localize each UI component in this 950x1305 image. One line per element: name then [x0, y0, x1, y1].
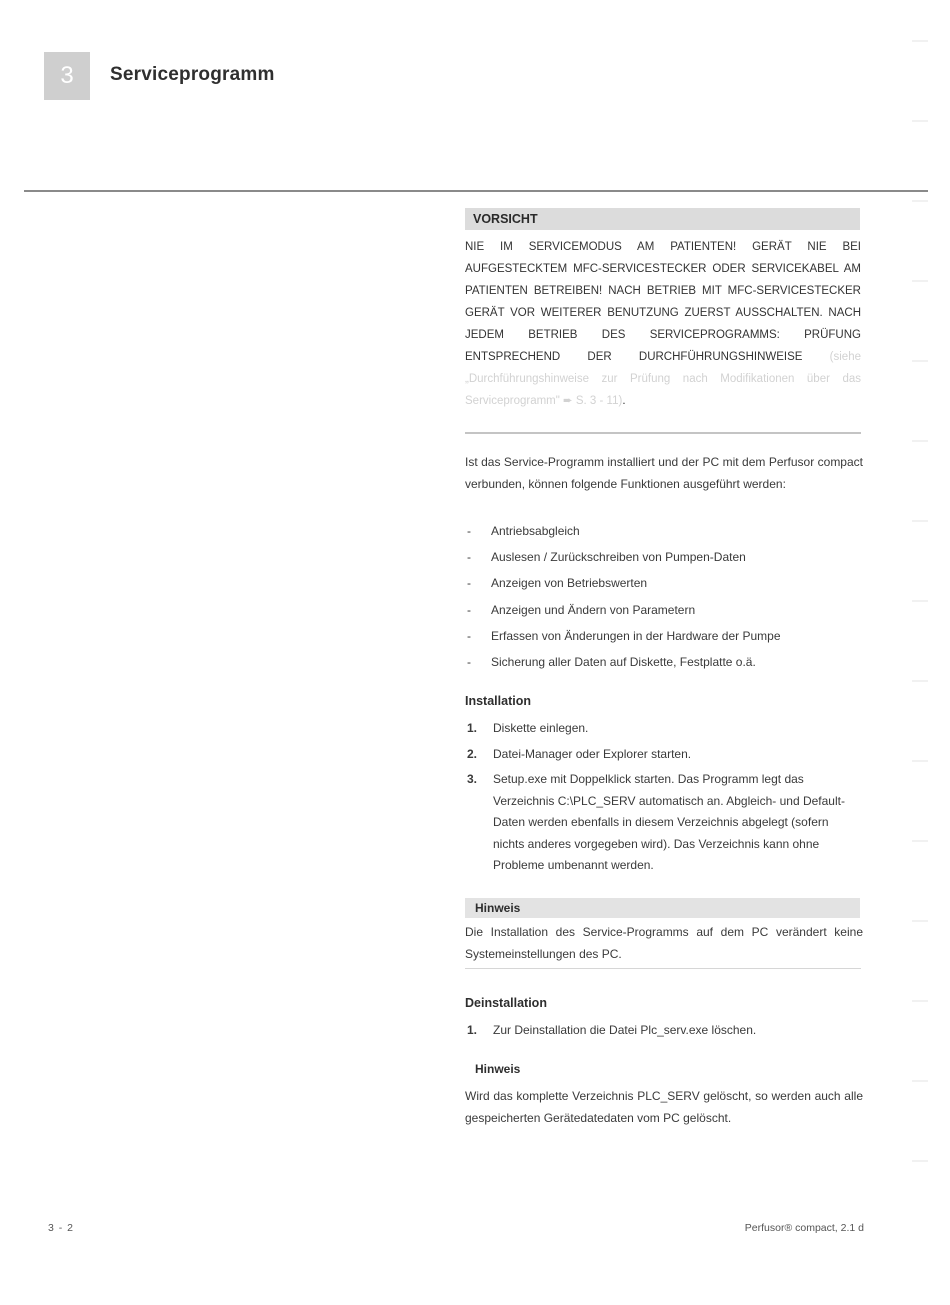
step-number: 1.: [467, 1023, 478, 1037]
chapter-number-box: 3: [44, 52, 90, 100]
list-item: [465, 520, 863, 546]
bullet-dash: -: [467, 654, 471, 669]
bullet-dash: -: [467, 628, 471, 643]
page-number: 3 - 2: [48, 1222, 75, 1234]
function-list: [465, 520, 863, 677]
step-number: 2.: [467, 746, 478, 761]
list-item: [465, 625, 863, 651]
list-item-text: Anzeigen von Betriebswerten: [491, 576, 648, 591]
header-rule: [24, 190, 928, 192]
warning-label: VORSICHT: [465, 208, 860, 230]
deinstallation-steps: [465, 1020, 863, 1046]
list-item: [465, 1020, 863, 1042]
note-label: Hinweis: [465, 898, 860, 918]
list-item-text: Antriebsabgleich: [491, 524, 580, 538]
list-item: [465, 744, 863, 766]
list-item: [465, 718, 863, 740]
step-text: Diskette einlegen.: [493, 721, 589, 735]
list-item-text: Auslesen / Zurückschreiben von Pumpen-Daten: [491, 550, 746, 565]
list-item-text: Anzeigen und Ändern von Parametern: [491, 602, 696, 617]
bullet-dash: -: [467, 524, 471, 538]
warning-rule: [465, 432, 861, 434]
chapter-title: Serviceprogramm: [110, 64, 275, 85]
installation-steps: [465, 718, 863, 881]
list-item-text: Erfassen von Änderungen in der Hardware der Pumpe: [491, 628, 781, 643]
note-rule: [465, 968, 861, 969]
warning-text: [465, 236, 861, 412]
note-text: Die Installation des Service-Programms auf dem PC verändert keine Systemeinstellungen des PC.: [465, 925, 863, 961]
deinstallation-heading: Deinstallation: [465, 996, 547, 1010]
note2-text: Wird das komplette Verzeichnis PLC_SERV gelöscht, so werden auch alle gespeicherten Gerätedatedaten vom PC gelöscht.: [465, 1089, 863, 1125]
bullet-dash: -: [467, 550, 471, 565]
list-item: [465, 651, 863, 677]
warning-reference: (siehe „Durchführungshinweise zur Prüfung nach Modifikationen über das Serviceprogramm" ➨ S. 3 - 11): [465, 351, 861, 407]
list-item: [465, 769, 863, 877]
edge-marks: [912, 30, 932, 1230]
installation-heading: Installation: [465, 694, 531, 708]
warning-main-text: NIE IM SERVICEMODUS AM PATIENTEN! GERÄT NIE BEI AUFGESTECKTEM MFC-SERVICESTECKER ODER SERVICEKABEL AM PATIENTEN BETREIBEN! NACH BETRIEB MIT MFC-SERVICESTECKER GERÄT VOR WEITERER BENUTZUNG ZUERST AUSSCHALTEN. NACH JEDEM BETRIEB DES SERVICEPROGRAMMS: PRÜFUNG ENTSPRECHEND DER DURCHFÜHRUNGSHINWEISE: [465, 241, 861, 363]
list-item-text: Sicherung aller Daten auf Diskette, Festplatte o.ä.: [491, 654, 756, 669]
step-text: Setup.exe mit Doppelklick starten. Das Programm legt das Verzeichnis C:\PLC_SERV automatisch an. Abgleich- und Default-Daten werden ebenfalls in diesem Verzeichnis abgelegt (sofern nichts anderes vorgegeben wird). Das Verzeichnis kann ohne Probleme umbenannt werden.: [493, 772, 845, 872]
step-number: 1.: [467, 721, 478, 735]
bullet-dash: -: [467, 576, 471, 591]
step-text: Datei-Manager oder Explorer starten.: [493, 746, 692, 761]
warning-end: .: [622, 395, 626, 407]
step-number: 3.: [467, 772, 478, 786]
list-item: [465, 572, 863, 598]
note2-label: Hinweis: [475, 1062, 521, 1076]
intro-paragraph: Ist das Service-Programm installiert und der PC mit dem Perfusor compact verbunden, können folgende Funktionen ausgeführt werden:: [465, 455, 863, 491]
list-item: [465, 546, 863, 572]
bullet-dash: -: [467, 602, 471, 617]
list-item: [465, 599, 863, 625]
document-reference: Perfusor® compact, 2.1 d: [744, 1222, 864, 1234]
step-text: Zur Deinstallation die Datei Plc_serv.exe löschen.: [493, 1023, 757, 1037]
